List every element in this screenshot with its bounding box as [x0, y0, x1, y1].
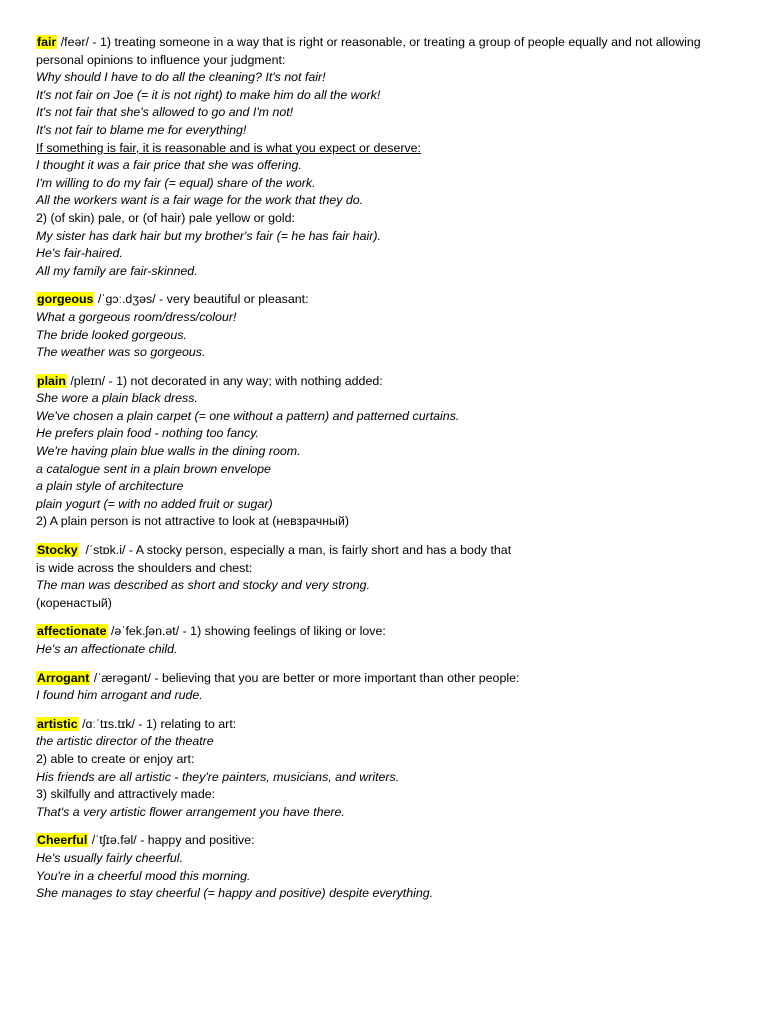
example-sentence: The man was described as short and stocky and very strong.: [36, 578, 371, 593]
entry-definition-line: [36, 373, 736, 391]
example-sentence: That's a very artistic flower arrangement you have there.: [36, 804, 345, 819]
definition-text: is wide across the shoulders and chest:: [36, 560, 253, 575]
definition-text: /ˈærəɡənt/ - believing that you are better or more important than other people:: [90, 670, 520, 685]
example-sentence: It's not fair to blame me for everything!: [36, 122, 247, 137]
example-sentence: She manages to stay cheerful (= happy and positive) despite everything.: [36, 886, 434, 901]
example-sentence: My sister has dark hair but my brother's fair (= he has fair hair).: [36, 228, 381, 243]
entry-definition-line: [36, 542, 736, 560]
example-sentence: Why should I have to do all the cleaning? It's not fair!: [36, 70, 326, 85]
example-sentence: The bride looked gorgeous.: [36, 327, 187, 342]
example-sentence: the artistic director of the theatre: [36, 734, 214, 749]
definition-text: 2) able to create or enjoy art:: [36, 751, 195, 766]
definition-text: /ɑːˈtɪs.tɪk/ - 1) relating to art:: [78, 716, 237, 731]
dictionary-entry: [36, 291, 736, 361]
definition-text: /ˈtʃɪə.fəl/ - happy and positive:: [88, 833, 255, 848]
definition-text: /əˈfek.ʃən.ət/ - 1) showing feelings of liking or love:: [107, 624, 386, 639]
headword-highlight: Stocky: [37, 543, 78, 558]
example-sentence: The weather was so gorgeous.: [36, 345, 206, 360]
dictionary-entry: [36, 34, 736, 280]
example-sentence: We've chosen a plain carpet (= one without a pattern) and patterned curtains.: [36, 408, 460, 423]
headword-highlight: gorgeous: [37, 292, 94, 307]
definition-text: 3) skilfully and attractively made:: [36, 787, 216, 802]
entry-definition-line: [36, 670, 736, 688]
headword-highlight: Arrogant: [37, 670, 90, 685]
dictionary-entry: [36, 716, 736, 822]
entry-definition-line: [36, 832, 736, 850]
example-sentence: He's usually fairly cheerful.: [36, 850, 183, 865]
example-sentence: It's not fair that she's allowed to go and I'm not!: [36, 105, 294, 120]
example-sentence: a catalogue sent in a plain brown envelope: [36, 461, 271, 476]
example-sentence: You're in a cheerful mood this morning.: [36, 868, 251, 883]
example-sentence: It's not fair on Joe (= it is not right) to make him do all the work!: [36, 87, 381, 102]
example-sentence: What a gorgeous room/dress/colour!: [36, 309, 237, 324]
dictionary-entry: [36, 832, 736, 902]
headword-highlight: plain: [37, 373, 66, 388]
headword-highlight: artistic: [37, 716, 78, 731]
example-sentence: I'm willing to do my fair (= equal) share of the work.: [36, 175, 316, 190]
entry-definition-line: [36, 291, 736, 309]
example-sentence: plain yogurt (= with no added fruit or sugar): [36, 496, 273, 511]
example-sentence: I found him arrogant and rude.: [36, 688, 203, 703]
definition-text: /ˈɡɔː.dʒəs/ - very beautiful or pleasant:: [94, 292, 309, 307]
definition-text: /feər/ - 1) treating someone in a way that is right or reasonable, or treating a group of people equally and not allowing personal opinions to influence your judgment:: [36, 35, 705, 67]
example-sentence: He prefers plain food - nothing too fancy.: [36, 426, 259, 441]
headword-highlight: fair: [37, 35, 57, 49]
dictionary-entry: [36, 373, 736, 531]
example-sentence: He's fair-haired.: [36, 246, 123, 261]
example-sentence: She wore a plain black dress.: [36, 391, 198, 406]
definition-text: (коренастый): [36, 595, 112, 610]
vocabulary-document: [36, 34, 736, 914]
entry-definition-line: [36, 34, 736, 69]
entry-definition-line: [36, 716, 736, 734]
definition-text: /ˈstɒk.i/ - A stocky person, especially a man, is fairly short and has a body that: [78, 543, 512, 558]
definition-text: 2) A plain person is not attractive to look at (невзрачный): [36, 514, 349, 529]
example-sentence: a plain style of architecture: [36, 479, 184, 494]
example-sentence: We're having plain blue walls in the dining room.: [36, 444, 301, 459]
entry-definition-line: [36, 623, 736, 641]
headword-highlight: affectionate: [37, 624, 107, 639]
dictionary-entry: [36, 623, 736, 658]
example-sentence: His friends are all artistic - they're painters, musicians, and writers.: [36, 769, 400, 784]
dictionary-entry: [36, 670, 736, 705]
example-sentence: I thought it was a fair price that she was offering.: [36, 158, 302, 173]
headword-highlight: Cheerful: [37, 833, 88, 848]
definition-text: 2) (of skin) pale, or (of hair) pale yellow or gold:: [36, 210, 295, 225]
definition-text: /pleɪn/ - 1) not decorated in any way; with nothing added:: [66, 373, 383, 388]
dictionary-entry: [36, 542, 736, 612]
example-sentence: All my family are fair-skinned.: [36, 263, 198, 278]
example-sentence: All the workers want is a fair wage for the work that they do.: [36, 193, 364, 208]
underlined-definition: If something is fair, it is reasonable and is what you expect or deserve:: [36, 140, 421, 155]
example-sentence: He's an affectionate child.: [36, 642, 178, 656]
